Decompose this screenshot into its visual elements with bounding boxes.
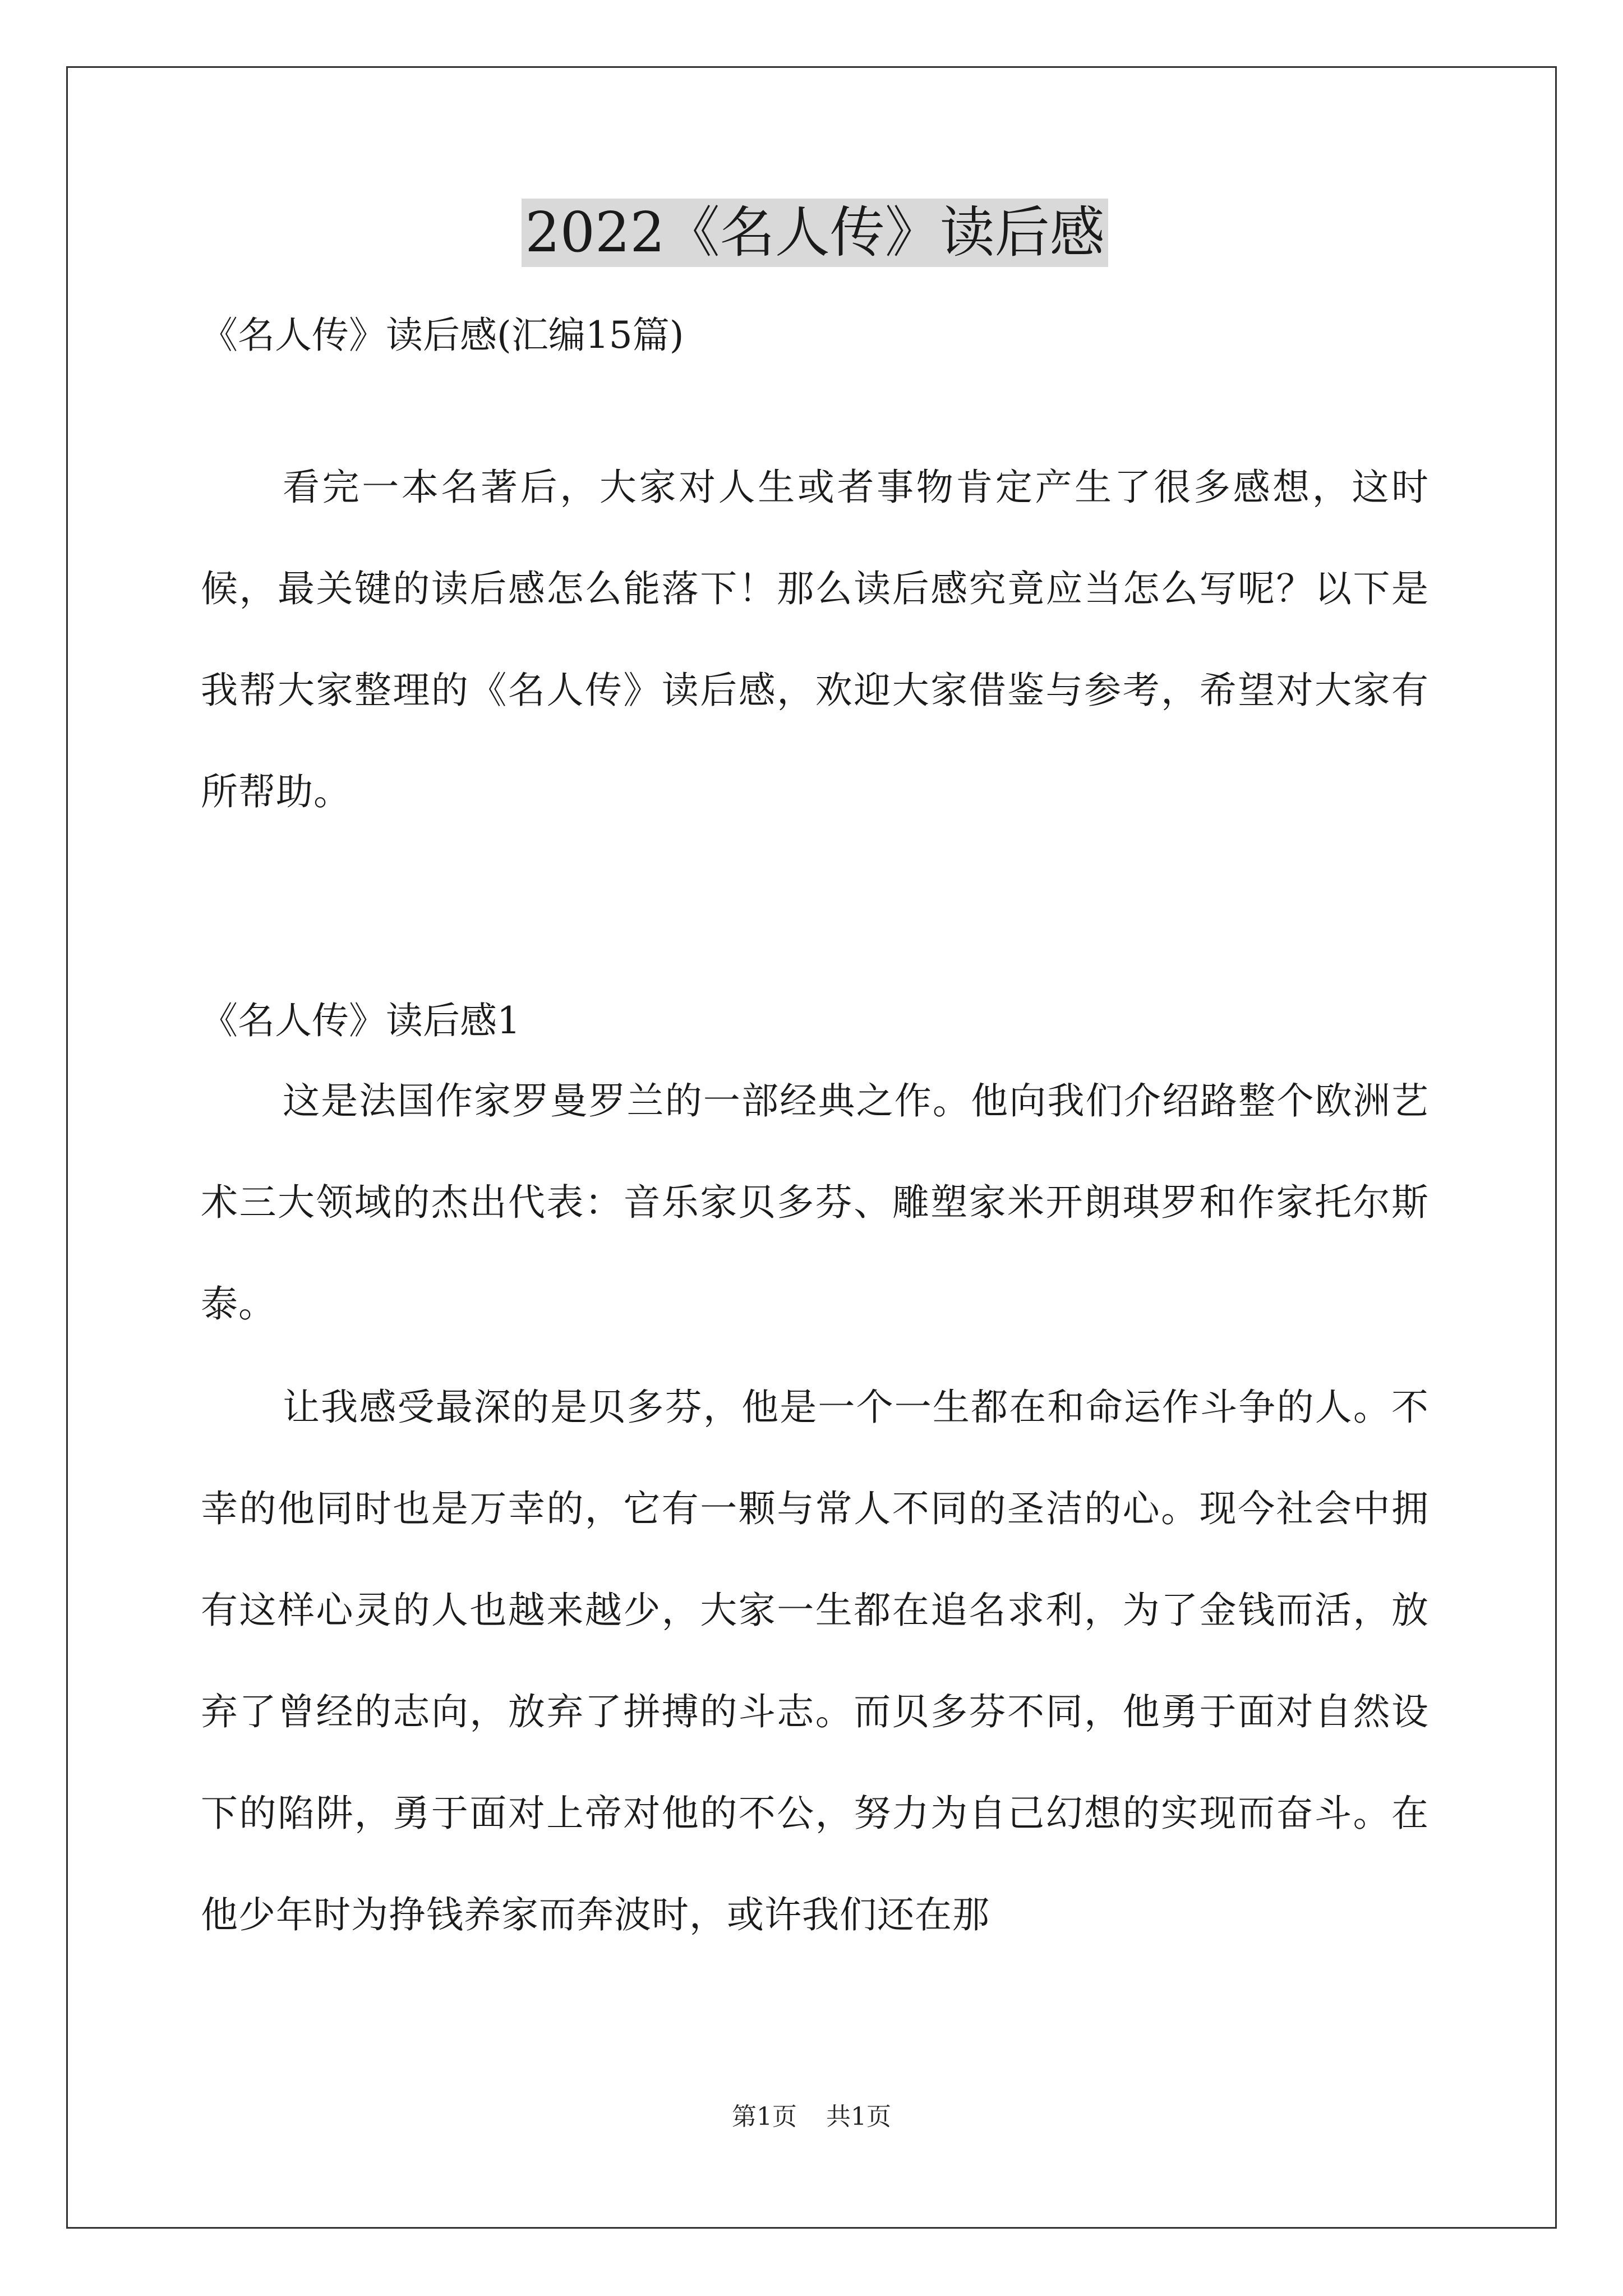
section-heading: 《名人传》读后感1 [201, 999, 520, 1042]
page-footer [0, 2100, 1623, 2134]
body-paragraph: 这是法国作家罗曼罗兰的一部经典之作。他向我们介绍路整个欧洲艺术三大领域的杰出代表：音乐家贝多芬、雕塑家米开朗琪罗和作家托尔斯泰。 [201, 1079, 1429, 1326]
intro-paragraph: 看完一本名著后，大家对人生或者事物肯定产生了很多感想，这时候，最关键的读后感怎么能落下！那么读后感究竟应当怎么写呢？以下是我帮大家整理的《名人传》读后感，欢迎大家借鉴与参考，希望对大家有所帮助。 [201, 466, 1429, 813]
document-title-text: 2022《名人传》读后感 [522, 199, 1108, 267]
document-title [201, 196, 1429, 269]
page-number: 第1页 [732, 2102, 797, 2131]
body-paragraph: 让我感受最深的是贝多芬，他是一个一生都在和命运作斗争的人。不幸的他同时也是万幸的，它有一颗与常人不同的圣洁的心。现今社会中拥有这样心灵的人也越来越少，大家一生都在追名求利，为了金钱而活，放弃了曾经的志向，放弃了拼搏的斗志。而贝多芬不同，他勇于面对自然设下的陷阱，勇于面对上帝对他的不公，努力为自己幻想的实现而奋斗。在他少年时为挣钱养家而奔波时，或许我们还在那 [201, 1386, 1429, 1936]
page-total: 共1页 [826, 2102, 891, 2131]
document-subtitle: 《名人传》读后感(汇编15篇) [201, 314, 684, 357]
